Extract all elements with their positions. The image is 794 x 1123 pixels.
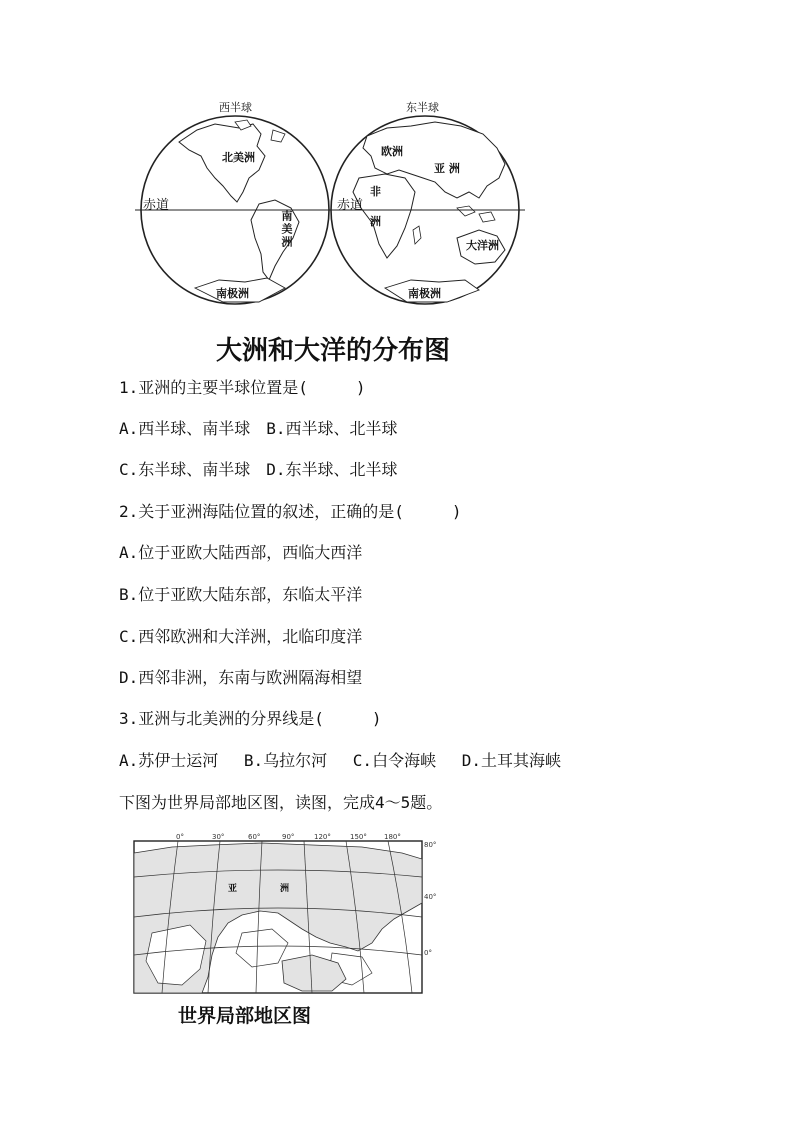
question-1-option-line-2: C.东半球、南半球 D.东半球、北半球 [119, 460, 398, 479]
equator-label-east: 赤道 [337, 198, 364, 213]
question-3-options: A.苏伊士运河 B.乌拉尔河 C.白令海峡 D.土耳其海峡 [119, 751, 561, 770]
oceania-label: 大洋洲 [466, 239, 499, 252]
regional-map [132, 833, 442, 997]
map-intro-text: 下图为世界局部地区图，读图，完成4～5题。 [119, 793, 443, 812]
south-america-label: 南美洲 [280, 210, 293, 249]
question-1-option-line-1: A.西半球、南半球 B.西半球、北半球 [119, 419, 398, 438]
lat-tick-0: 0° [424, 949, 432, 957]
figure1-caption: 大洲和大洋的分布图 [215, 336, 450, 366]
question-2-option-a: A.位于亚欧大陆西部，西临大西洋 [119, 543, 363, 562]
antarctica-west-label: 南极洲 [216, 287, 249, 300]
lon-tick-180: 180° [384, 833, 401, 841]
question-2-option-d: D.西邻非洲，东南与欧洲隔海相望 [119, 668, 363, 687]
map-asia-label-2: 洲 [280, 884, 290, 894]
question-2-stem: 2.关于亚洲海陆位置的叙述，正确的是( ) [119, 502, 462, 521]
question-3-stem: 3.亚洲与北美洲的分界线是( ) [119, 709, 382, 728]
lon-tick-30: 30° [212, 833, 225, 841]
west-hemisphere-label: 西半球 [219, 101, 252, 114]
lon-tick-150: 150° [350, 833, 367, 841]
east-hemisphere-label: 东半球 [406, 101, 439, 114]
lat-tick-80: 80° [424, 841, 437, 849]
europe-label: 欧洲 [381, 145, 403, 158]
hemisphere-map [135, 112, 525, 308]
north-america-label: 北美洲 [222, 151, 255, 164]
map-asia-label-1: 亚 [228, 884, 238, 894]
lat-tick-40: 40° [424, 893, 437, 901]
question-1-stem: 1.亚洲的主要半球位置是( ) [119, 378, 366, 397]
asia-label: 亚 洲 [434, 162, 460, 175]
equator-label-west: 赤道 [143, 198, 170, 213]
lon-tick-120: 120° [314, 833, 331, 841]
lon-tick-90: 90° [282, 833, 295, 841]
question-2-option-b: B.位于亚欧大陆东部，东临太平洋 [119, 585, 363, 604]
lon-tick-0: 0° [176, 833, 184, 841]
figure2-caption: 世界局部地区图 [178, 1005, 312, 1027]
lon-tick-60: 60° [248, 833, 261, 841]
antarctica-east-label: 南极洲 [408, 287, 441, 300]
africa-label-2: 洲 [370, 215, 381, 228]
africa-label-1: 非 [370, 185, 381, 198]
question-2-option-c: C.西邻欧洲和大洋洲，北临印度洋 [119, 627, 363, 646]
